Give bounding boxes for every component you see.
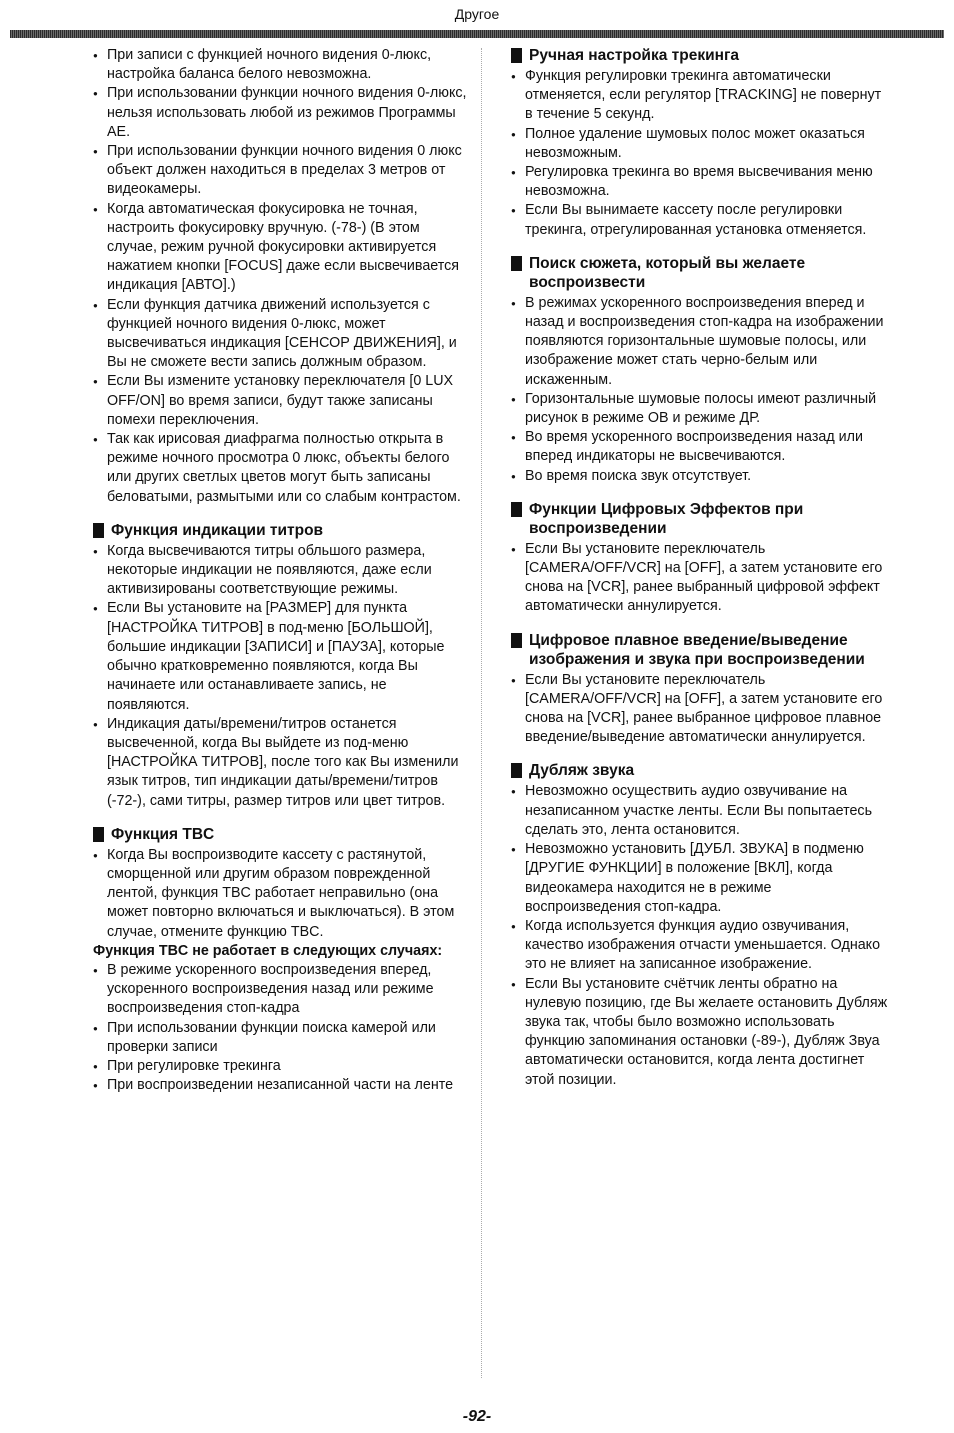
heading-text: Цифровое плавное введение/выведение изображения и звука при воспроизведении [529, 631, 865, 668]
left-column [93, 46, 471, 1095]
section-heading-digital-effects [511, 500, 889, 538]
list-item: ● Индикация даты/времени/титров останется высвеченной, когда Вы выйдете из под-меню [НАСТРОЙКА ТИТРОВ], после того как Вы изменили язык титров, тип индикации даты/времени/титров (-72-), сами титры, размер титров или цвет титров. [93, 715, 471, 811]
heading-text: Поиск сюжета, который вы желаете воспроизвести [529, 254, 806, 291]
section-marker-icon [511, 633, 522, 648]
list-item: ● Если Вы установите переключатель [CAMERA/OFF/VCR] на [OFF], а затем установите его снова на [VCR], ранее выбранное цифровое плавное введение/выведение автоматически аннулируется. [511, 671, 889, 748]
page-header-title: Другое [454, 6, 500, 22]
list-item: ● Так как ирисовая диафрагма полностью открыта в режиме ночного просмотра 0 люкс, объекты белого или других светлых цветов могут быть записаны беловатыми, размытыми или со слабым контрастом. [93, 430, 471, 507]
section-heading-tbc [93, 825, 471, 844]
header-rule [10, 30, 944, 38]
list-item: ● Полное удаление шумовых полос может оказаться невозможным. [511, 125, 889, 163]
list-item: ● Горизонтальные шумовые полосы имеют различный рисунок в режиме ОВ и режиме ДР. [511, 390, 889, 428]
page-number: -92- [462, 1408, 492, 1425]
heading-text: Дубляж звука [529, 762, 635, 780]
section-heading-dubbing [511, 761, 889, 780]
list-item: ● Невозможно установить [ДУБЛ. ЗВУКА] в подменю [ДРУГИЕ ФУНКЦИИ] в положение [ВКЛ], когда видеокамера находится не в режиме воспроизведения стоп-кадра. [511, 840, 889, 917]
heading-text: Функция TBC [111, 825, 215, 843]
list-item: ● При использовании функции поиска камерой или проверки записи [93, 1019, 471, 1057]
list-item: ● Во время ускоренного воспроизведения назад или вперед индикаторы не высвечиваются. [511, 428, 889, 466]
titles-notes [93, 542, 471, 811]
list-item: ● При использовании функции ночного видения 0-люкс, нельзя использовать любой из режимов Программы АЕ. [93, 84, 471, 142]
list-item: ● Если Вы установите на [РАЗМЕР] для пункта [НАСТРОЙКА ТИТРОВ] в под-меню [БОЛЬШОЙ], большие индикации [ЗАПИСИ] и [ПАУЗА], которые обычно кратковременно появляются, когда Вы начинаете или останавливаете запись, не появляются. [93, 599, 471, 714]
heading-text: Ручная настройка трекинга [529, 47, 740, 64]
list-item: ● Функция регулировки трекинга автоматически отменяется, если регулятор [TRACKING] не повернут в течение 5 секунд. [511, 67, 889, 125]
list-item: ● При записи с функцией ночного видения 0-люкс, настройка баланса белого невозможна. [93, 46, 471, 84]
list-item: ● При регулировке трекинга [93, 1057, 471, 1076]
list-item: ● Невозможно осуществить аудио озвучивание на незаписанном участке ленты. Если Вы попытаетесь сделать это, лента остановится. [511, 782, 889, 840]
section-heading-titles [93, 521, 471, 540]
list-item: ● Если функция датчика движений используется с функцией ночного видения 0-люкс, может высвечиваться индикация [СЕНСОР ДВИЖЕНИЯ], и Вы не сможете вести запись должным образом. [93, 296, 471, 373]
night-vision-notes [93, 46, 471, 507]
section-heading-search [511, 254, 889, 292]
section-marker-icon [511, 48, 522, 63]
section-heading-tracking [511, 46, 889, 65]
search-notes [511, 294, 889, 486]
column-divider [481, 48, 482, 1378]
list-item: ● Когда автоматическая фокусировка не точная, настроить фокусировку вручную. (-78-) (В этом случае, режим ручной фокусировки активируется нажатием кнопки [FOCUS] даже если высвечивается индикация [АВТО].) [93, 200, 471, 296]
tbc-cases-heading: Функция TBC не работает в следующих случаях: [93, 942, 443, 959]
list-item: ● При использовании функции ночного видения 0 люкс объект должен находиться в пределах 3 метров от видеокамеры. [93, 142, 471, 200]
list-item: ● При воспроизведении незаписанной части на ленте [93, 1076, 471, 1095]
list-item: ● Регулировка трекинга во время высвечивания меню невозможна. [511, 163, 889, 201]
section-marker-icon [93, 523, 104, 538]
heading-text: Функции Цифровых Эффектов при воспроизведении [529, 500, 804, 537]
section-marker-icon [511, 256, 522, 271]
tbc-cases [93, 961, 471, 1095]
list-item: ● В режиме ускоренного воспроизведения вперед, ускоренного воспроизведения назад или режиме воспроизведения стоп-кадра [93, 961, 471, 1019]
heading-text: Функция индикации титров [111, 521, 324, 539]
section-marker-icon [511, 763, 522, 778]
fade-notes [511, 671, 889, 748]
section-marker-icon [511, 502, 522, 517]
list-item: ● В режимах ускоренного воспроизведения вперед и назад и воспроизведения стоп-кадра на изображении появляются горизонтальные шумовые полосы, или изображение может стать черно-белым или искаженным. [511, 294, 889, 390]
tracking-notes [511, 67, 889, 240]
list-item: ● Если Вы установите переключатель [CAMERA/OFF/VCR] на [OFF], а затем установите его снова на [VCR], ранее выбранный цифровой эффект автоматически аннулируется. [511, 540, 889, 617]
list-item: ● Когда высвечиваются титры обльшого размера, некоторые индикации не появляются, даже если активизированы соответствующие режимы. [93, 542, 471, 600]
list-item: ● Когда Вы воспроизводите кассету с растянутой, сморщенной или другим образом поврежденной лентой, функция TBC работает неправильно (она может повторно включаться и выключаться). В этом случае, отмените функцию TBC. [93, 846, 471, 942]
list-item: ● Во время поиска звук отсутствует. [511, 467, 889, 486]
list-item: ● Если Вы вынимаете кассету после регулировки трекинга, отрегулированная установка отменяется. [511, 201, 889, 239]
list-item: ● Если Вы измените установку переключателя [0 LUX OFF/ON] во время записи, будут также записаны помехи переключения. [93, 372, 471, 430]
tbc-notes [93, 846, 471, 942]
dubbing-notes [511, 782, 889, 1089]
list-item: ● Когда используется функция аудио озвучивания, качество изображения отчасти уменьшается. Однако это не влияет на записанное изображение. [511, 917, 889, 975]
digital-effects-notes [511, 540, 889, 617]
section-heading-fade [511, 631, 889, 669]
right-column [511, 46, 889, 1090]
section-marker-icon [93, 827, 104, 842]
list-item: ● Если Вы установите счётчик ленты обратно на нулевую позицию, где Вы желаете остановить Дубляж звука так, чтобы было возможно использовать функцию запоминания остановки (-89-), Дубляж Звуа автоматически остановится, когда лента достигнет этой позиции. [511, 975, 889, 1090]
